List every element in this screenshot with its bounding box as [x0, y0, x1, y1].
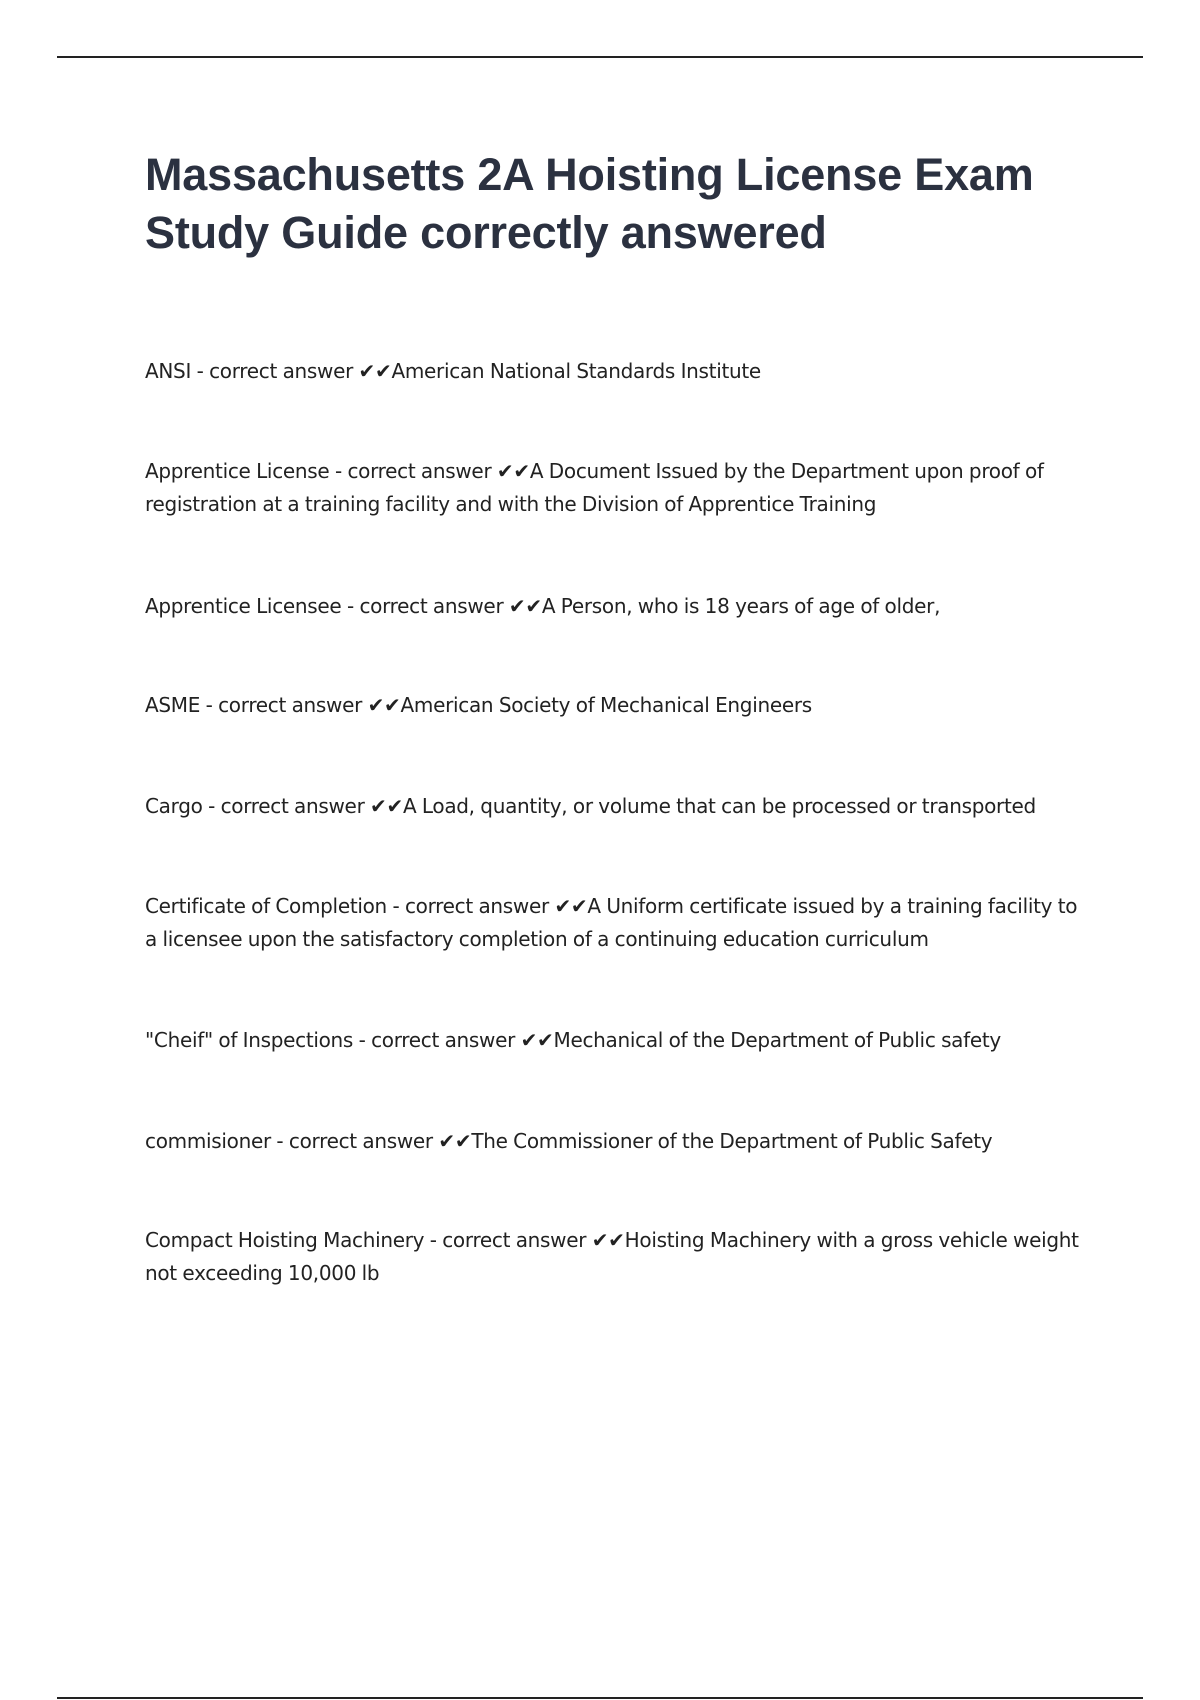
entry-separator: - correct answer ✔✔	[191, 359, 392, 383]
glossary-entry-compact-hoisting-machinery	[145, 1224, 1085, 1290]
glossary-entry-cargo	[145, 790, 1085, 823]
top-divider	[57, 56, 1143, 58]
entry-answer: Hoisting Machinery with a gross vehicle weight not exceeding 10,000 lb	[145, 1228, 1079, 1285]
glossary-entry-apprentice-license	[145, 455, 1085, 521]
entry-term: Apprentice License	[145, 459, 330, 483]
entry-answer: A Uniform certificate issued by a training facility to a licensee upon the satisfactory completion of a continuing education curriculum	[145, 894, 1078, 951]
entry-answer: A Document Issued by the Department upon proof of registration at a training facility and with the Division of Apprentice Training	[145, 459, 1044, 516]
entry-separator: - correct answer ✔✔	[270, 1129, 472, 1153]
entry-term: commisioner	[145, 1129, 271, 1153]
entry-answer: American National Standards Institute	[391, 359, 761, 383]
entry-separator: - correct answer ✔✔	[329, 459, 530, 483]
glossary-entry-asme	[145, 689, 1085, 722]
glossary-entry-apprentice-licensee	[145, 590, 1085, 623]
entry-separator: - correct answer ✔✔	[353, 1028, 554, 1052]
glossary-entry-commisioner	[145, 1125, 1085, 1158]
bottom-divider	[57, 1697, 1143, 1699]
glossary-entry-certificate-of-completion	[145, 890, 1085, 956]
entry-answer: Mechanical of the Department of Public safety	[553, 1028, 1001, 1052]
entry-separator: - correct answer ✔✔	[200, 693, 401, 717]
entry-answer: American Society of Mechanical Engineers	[400, 693, 812, 717]
page-title: Massachusetts 2A Hoisting License Exam Study Guide correctly answered	[145, 149, 1034, 258]
entry-answer: The Commissioner of the Department of Public Safety	[471, 1129, 993, 1153]
entry-answer: A Person, who is 18 years of age of older,	[541, 594, 941, 618]
entry-separator: - correct answer ✔✔	[341, 594, 542, 618]
glossary-entry-cheif-of-inspections	[145, 1024, 1085, 1057]
entry-term: Certificate of Completion	[145, 894, 387, 918]
entry-answer: A Load, quantity, or volume that can be processed or transported	[402, 794, 1036, 818]
glossary-entry-ansi	[145, 355, 1085, 388]
entry-separator: - correct answer ✔✔	[202, 794, 403, 818]
entry-term: ASME	[145, 693, 201, 717]
entry-term: "Cheif" of Inspections	[145, 1028, 354, 1052]
entry-term: Apprentice Licensee	[145, 594, 342, 618]
entry-term: Cargo	[145, 794, 203, 818]
entry-term: Compact Hoisting Machinery	[145, 1228, 425, 1252]
entry-separator: - correct answer ✔✔	[386, 894, 588, 918]
entry-separator: - correct answer ✔✔	[424, 1228, 625, 1252]
entry-term: ANSI	[145, 359, 192, 383]
